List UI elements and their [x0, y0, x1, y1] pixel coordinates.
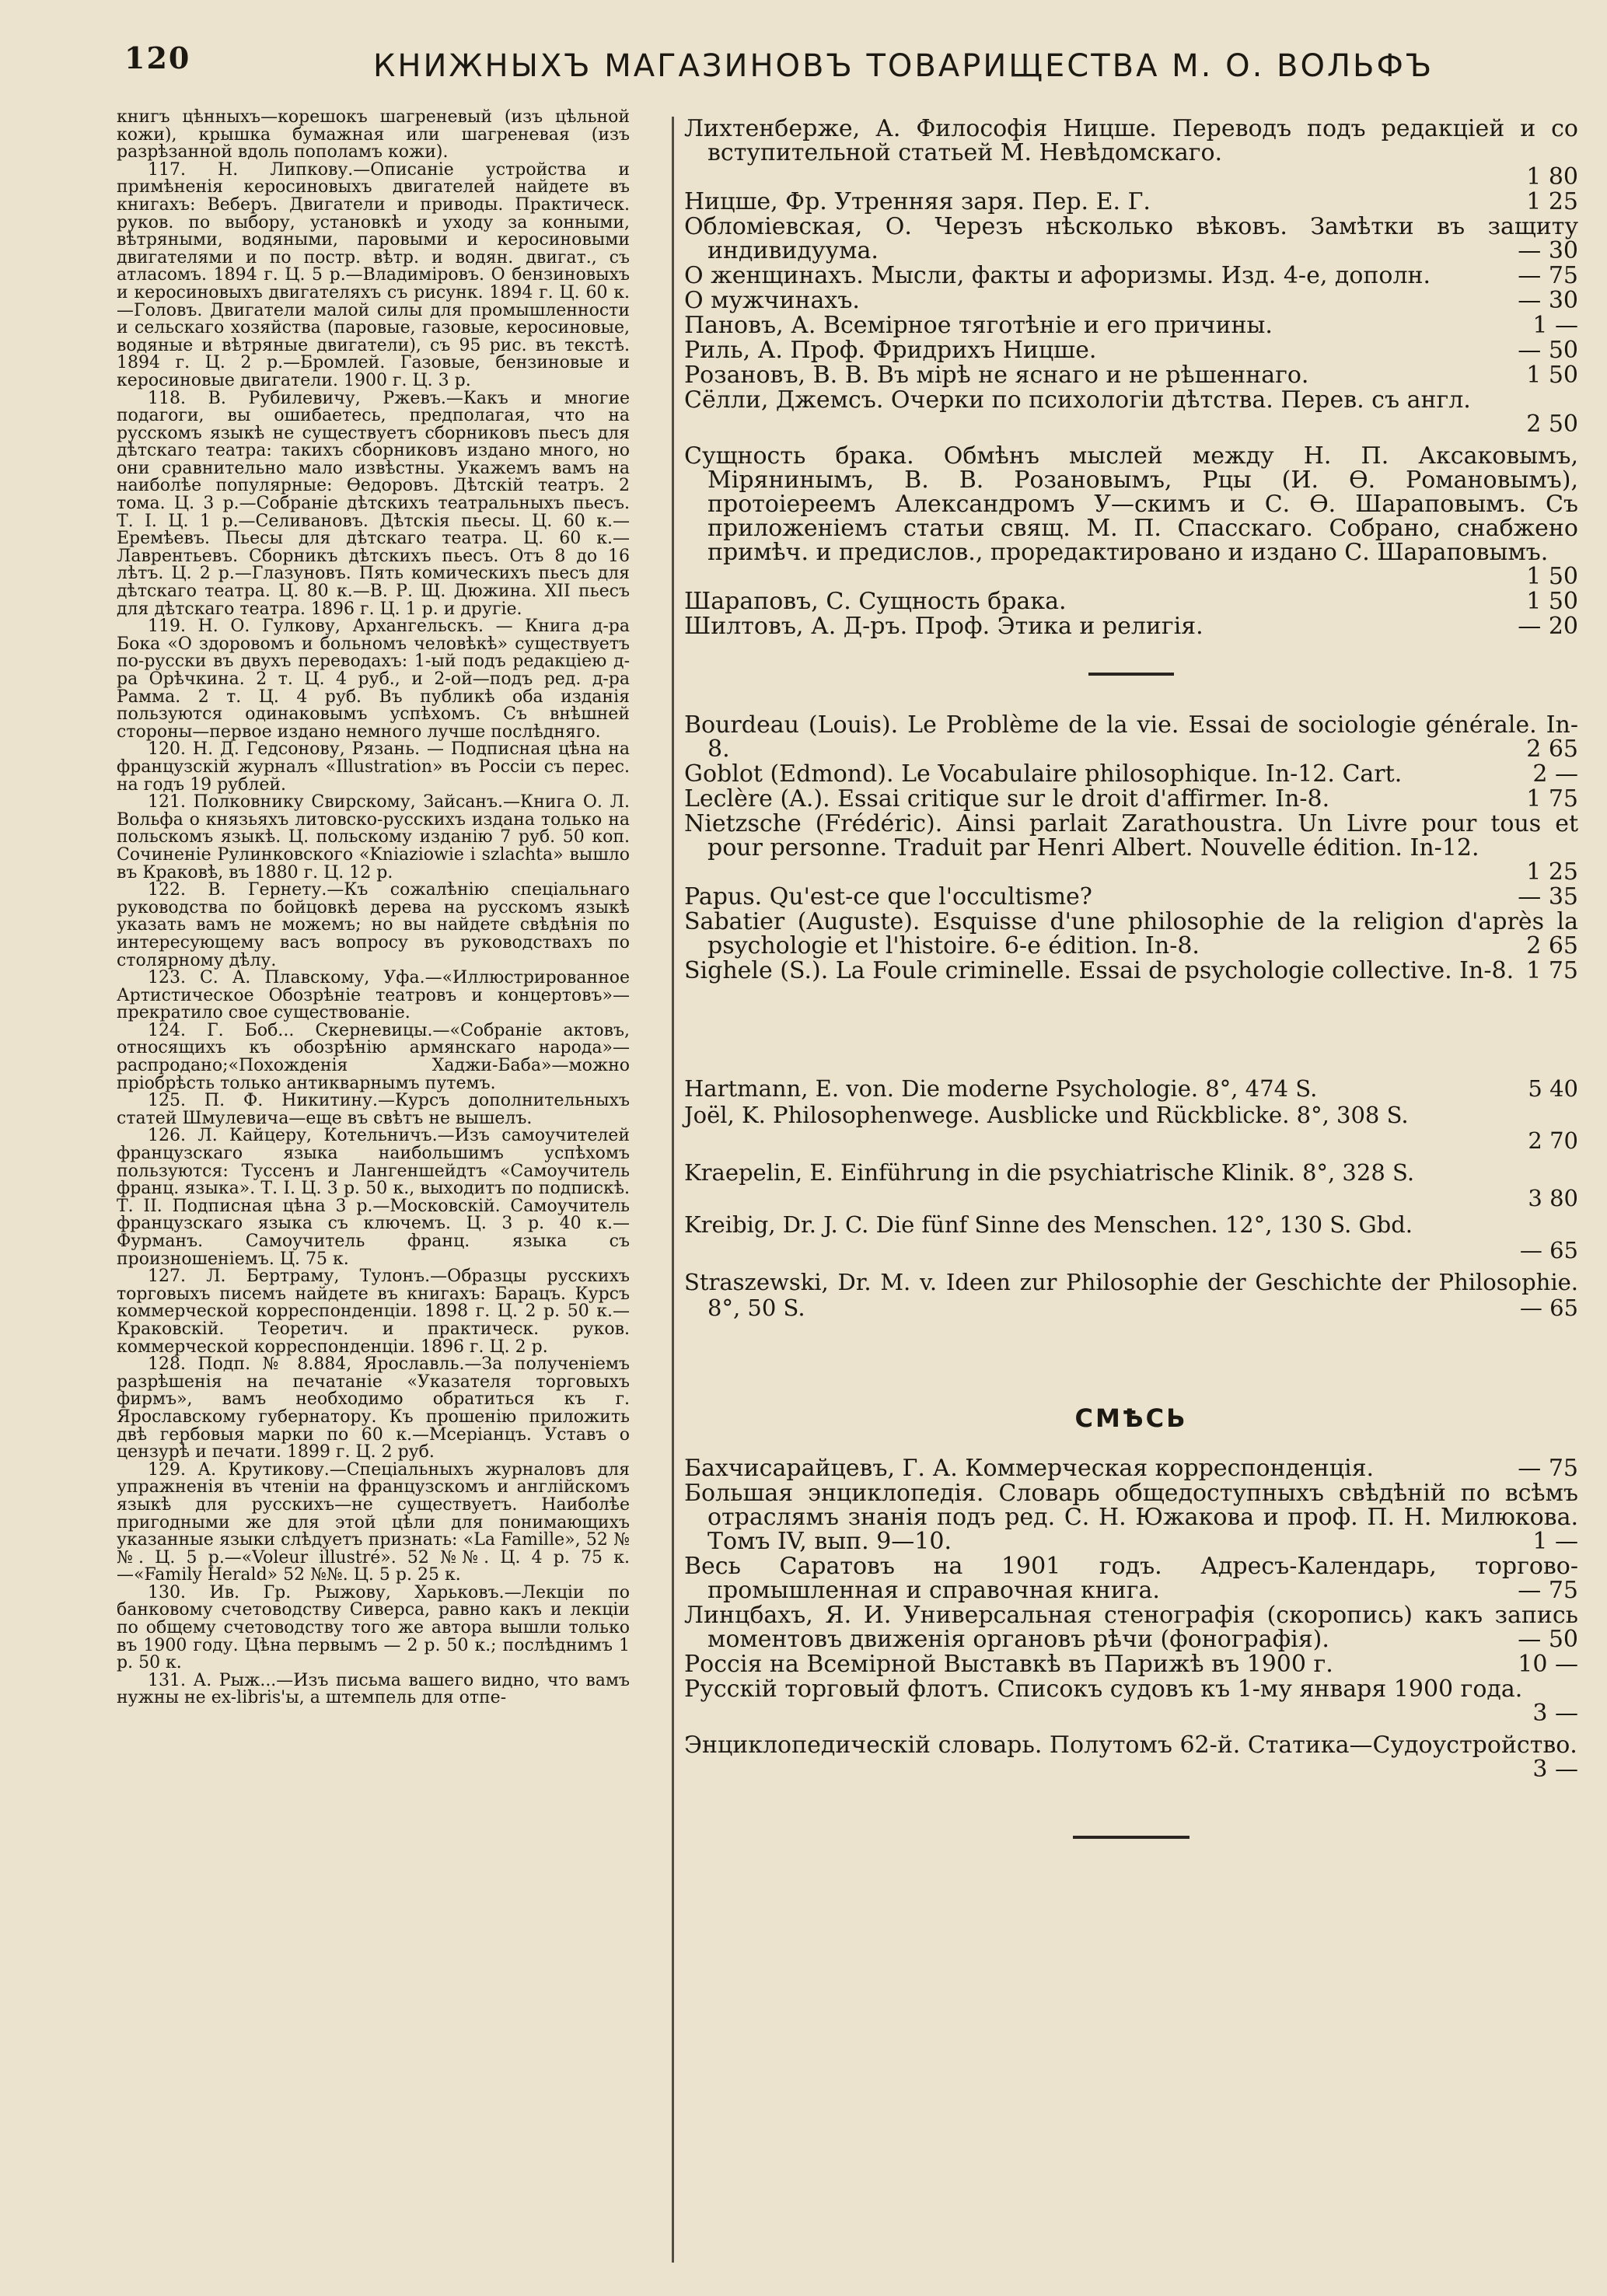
book-title: Россія на Всемірной Выставкѣ въ Парижѣ въ 1900 г.	[684, 1651, 1333, 1678]
book-title: Весь Саратовъ на 1901 годъ. Адресъ-Календарь, торгово-промышленная и справочная книга.	[684, 1553, 1578, 1604]
book-title: Пановъ, А. Всемірное тяготѣніе и его причины.	[684, 312, 1273, 339]
book-entry	[684, 1076, 1578, 1102]
book-price: — 50	[1518, 337, 1578, 364]
book-title: Nietzsche (Frédéric). Ainsi parlait Zarathoustra. Un Livre pour tous et pour personne. Traduit par Henri Albert. Nouvelle édition. In-12.	[684, 810, 1578, 861]
answer-paragraph: 128. Подп. № 8.884, Ярославль.—За полученіемъ разрѣшенія на печатаніе «Указателя торговыхъ фирмъ», вамъ необходимо обратиться къ г. Ярославскому губернатору. Къ прошенію приложить двѣ гербовыя марки по 60 к.—Мсеріанцъ. Уставъ о цензурѣ и печати. 1899 г. Ц. 2 руб.	[117, 1354, 630, 1463]
german-books-list	[684, 1076, 1578, 1321]
book-price: 2 65	[1526, 932, 1578, 959]
answer-paragraph: 124. Г. Боб... Скерневицы.—«Собраніе актовъ, относящихъ къ обозрѣнію армянскаго народа»—распродано;«Похожденія Хаджи-Баба»—можно пріобрѣсть только антикварнымъ путемъ.	[117, 1020, 630, 1093]
book-title: О женщинахъ. Мысли, факты и афоризмы. Изд. 4-е, дополн.	[684, 262, 1431, 289]
book-price: — 75	[1518, 262, 1578, 289]
book-price: 1 80	[1526, 163, 1578, 190]
answer-paragraph: 130. Ив. Гр. Рыжову, Харьковъ.—Лекціи по банковому счетоводству Сиверса, равно какъ и лекціи по общему счетоводству того же автора вышли только въ 1900 году. Цѣна первымъ — 2 р. 50 к.; послѣднимъ 1 р. 50 к.	[117, 1582, 630, 1673]
book-entry	[684, 1554, 1578, 1602]
book-title: Ницше, Фр. Утренняя заря. Пер. Е. Г.	[684, 188, 1151, 215]
book-entry	[684, 910, 1578, 958]
book-entry	[684, 215, 1578, 263]
answer-paragraph: книгъ цѣнныхъ—корешокъ шагреневый (изъ цѣльной кожи), крышка бумажная или шагреневая (изъ разрѣзанной вдоль пополамъ кожи).	[117, 107, 630, 163]
right-column	[684, 117, 1578, 1839]
book-price: 1 75	[1526, 957, 1578, 984]
book-price: 3 —	[1532, 1700, 1578, 1727]
book-entry	[684, 1733, 1578, 1781]
book-entry	[684, 190, 1578, 214]
book-title: Bourdeau (Louis). Le Problème de la vie. Essai de sociologie générale. In-8.	[684, 711, 1578, 763]
page-number: 120	[124, 40, 191, 75]
answer-paragraph: 126. Л. Кайцеру, Котельничъ.—Изъ самоучителей французскаго языка наибольшимъ успѣхомъ пользуются: Туссенъ и Лангеншейдтъ «Самоучитель франц. языка». Т. I. Ц. 3 р. 50 к., выходитъ по подпискѣ. Т. II. Подписная цѣна 3 р.—Московскій. Самоучитель французскаго языка съ ключемъ. Ц. 3 р. 40 к.—Фурманъ. Самоучитель франц. языка съ произношеніемъ. Ц. 75 к.	[117, 1126, 630, 1269]
book-title: Hartmann, E. von. Die moderne Psychologie. 8°, 474 S.	[684, 1075, 1318, 1102]
book-entry	[684, 1212, 1578, 1263]
book-price: 2 70	[1528, 1127, 1578, 1154]
book-entry	[684, 713, 1578, 761]
book-title: Обломіевская, О. Черезъ нѣсколько вѣковъ. Замѣтки въ защиту индивидуума.	[684, 213, 1578, 264]
book-entry	[684, 812, 1578, 884]
book-price: — 75	[1518, 1455, 1578, 1482]
answer-paragraph: 119. Н. О. Гулкову, Архангельскъ. — Книга д-ра Бока «О здоровомъ и больномъ человѣкѣ» существуетъ по-русски въ двухъ переводахъ: 1-ый подъ редакціею д-ра Орѣчкина. 2 т. Ц. 4 руб., и 2-ой—подъ ред. д-ра Рамма. 2 т. Ц. 4 руб. Въ публикѣ оба изданія пользуются одинаковымъ успѣхомъ. Съ внѣшней стороны—первое издано немного лучше послѣдняго.	[117, 617, 630, 742]
book-price: 2 50	[1526, 411, 1578, 438]
book-title: Kreibig, Dr. J. C. Die fünf Sinne des Menschen. 12°, 130 S. Gbd.	[684, 1211, 1413, 1238]
book-entry	[684, 264, 1578, 288]
answer-paragraph: 123. С. А. Плавскому, Уфа.—«Иллюстрированное Артистическое Обозрѣніе театровъ и концертовъ»—прекратило свое существованіе.	[117, 968, 630, 1023]
book-entry	[684, 313, 1578, 337]
book-title: Joël, K. Philosophenwege. Ausblicke und Rückblicke. 8°, 308 S.	[684, 1102, 1409, 1128]
book-title: Лихтенберже, А. Философія Ницше. Переводъ подъ редакціей и со вступительной статьей М. Невѣдомскаго.	[684, 115, 1578, 166]
book-entry	[684, 1652, 1578, 1676]
book-title: Leclère (A.). Essai critique sur le droit d'affirmer. In-8.	[684, 785, 1330, 813]
book-title: Бахчисарайцевъ, Г. А. Коммерческая корреспонденція.	[684, 1455, 1375, 1482]
book-entry	[684, 388, 1578, 436]
running-title: КНИЖНЫХЪ МАГАЗИНОВЪ ТОВАРИЩЕСТВА М. О. ВОЛЬФЪ	[373, 48, 1434, 84]
book-title: Риль, А. Проф. Фридрихъ Ницше.	[684, 337, 1097, 364]
book-title: О мужчинахъ.	[684, 287, 860, 314]
book-entry	[684, 444, 1578, 589]
book-price: 1 50	[1526, 563, 1578, 590]
book-price: — 65	[1519, 1237, 1578, 1263]
book-price: 1 50	[1526, 362, 1578, 389]
book-price: 1 50	[1526, 588, 1578, 615]
french-books-list	[684, 713, 1578, 983]
book-entry	[684, 288, 1578, 313]
book-title: Шилтовъ, А. Д-ръ. Проф. Этика и религія.	[684, 613, 1204, 640]
book-entry	[684, 614, 1578, 638]
book-title: Сёлли, Джемсъ. Очерки по психологіи дѣтства. Перев. съ англ.	[684, 386, 1471, 414]
book-price: 1 75	[1526, 785, 1578, 813]
book-entry	[684, 1456, 1578, 1480]
russian-books-list	[684, 117, 1578, 638]
answer-paragraph: 127. Л. Бертраму, Тулонъ.—Образцы русскихъ торговыхъ писемъ найдете въ книгахъ: Барацъ. Курсъ коммерческой корреспонденціи. 1898 г. Ц. 2 р. 50 к.—Краковскій. Теоретич. и практическ. руков. коммерческой корреспонденціи. 1896 г. Ц. 2 р.	[117, 1267, 630, 1357]
book-price: 1 —	[1532, 1528, 1578, 1555]
book-price: — 30	[1518, 237, 1578, 264]
answer-paragraph: 120. Н. Д. Гедсонову, Рязань. — Подписная цѣна на французскій журналъ «Illustration» въ Россіи съ перес. на годъ 19 рублей.	[117, 739, 630, 795]
book-entry	[684, 787, 1578, 811]
book-entry	[684, 1270, 1578, 1321]
book-title: Papus. Qu'est-ce que l'occultisme?	[684, 883, 1092, 910]
book-price: 1 25	[1526, 858, 1578, 886]
book-entry	[684, 1160, 1578, 1211]
left-column	[117, 109, 630, 1707]
book-price: — 50	[1518, 1626, 1578, 1653]
column-divider	[672, 117, 674, 2263]
misc-books-list	[684, 1456, 1578, 1781]
book-price: 3 —	[1532, 1756, 1578, 1783]
book-price: 2 —	[1532, 760, 1578, 788]
book-price: — 20	[1518, 613, 1578, 640]
book-title: Розановъ, В. В. Въ мірѣ не яснаго и не рѣшеннаго.	[684, 362, 1309, 389]
section-title-misc: СМѢСЬ	[1074, 1403, 1188, 1433]
answer-paragraph: 118. В. Рубилевичу, Ржевъ.—Какъ и многие подагоги, вы ошибаетесь, предполагая, что на русскомъ языкѣ не существуетъ сборниковъ пьесъ для дѣтскаго театра: такихъ сборниковъ издано много, но они сравнительно мало извѣстны. Укажемъ вамъ на наиболѣе популярные: Ѳедоровъ. Дѣтскій театръ. 2 тома. Ц. 3 р.—Собраніе дѣтскихъ театральныхъ пьесъ. Т. I. Ц. 1 р.—Селивановъ. Дѣтскія пьесы. Ц. 60 к.—Еремѣевъ. Пьесы для дѣтскаго театра. Ц. 60 к.—Лаврентьевъ. Сборникъ дѣтскихъ пьесъ. Отъ 8 до 16 лѣтъ. Ц. 2 р.—Глазуновъ. Пять комическихъ пьесъ для дѣтскаго театра. Ц. 80 к.—В. Р. Щ. Дюжина. XII пьесъ для дѣтскаго театра. 1896 г. Ц. 1 р. и другіе.	[117, 388, 630, 619]
book-title: Goblot (Edmond). Le Vocabulaire philosophique. In-12. Cart.	[684, 760, 1403, 788]
book-title: Sighele (S.). La Foule criminelle. Essai de psychologie collective. In-8.	[684, 957, 1514, 984]
book-price: — 30	[1518, 287, 1578, 314]
book-title: Энциклопедическій словарь. Полутомъ 62-й. Статика—Судоустройство.	[684, 1732, 1577, 1759]
book-price: — 65	[1519, 1295, 1578, 1321]
book-price: — 75	[1518, 1577, 1578, 1604]
book-entry	[684, 762, 1578, 786]
book-price: 3 80	[1528, 1185, 1578, 1211]
book-price: 5 40	[1528, 1075, 1578, 1102]
book-entry	[684, 1677, 1578, 1725]
book-title: Большая энциклопедія. Словарь общедоступныхъ свѣдѣній по всѣмъ отраслямъ знанія подъ ред. С. Н. Южакова и проф. П. Н. Милюкова. Томъ IV, вып. 9—10.	[684, 1480, 1578, 1555]
section-divider	[1073, 1836, 1190, 1839]
book-title: Шараповъ, С. Сущность брака.	[684, 588, 1067, 615]
answer-paragraph: 129. А. Крутикову.—Спеціальныхъ журналовъ для упражненія въ чтеніи на французскомъ и англійскомъ языкѣ для русскихъ—не существуетъ. Наиболѣе пригодными же для этой цѣли для понимающихъ указанные языки слѣдуетъ признать: «La Famille», 52 №№. Ц. 5 р.—«Voleur illustré». 52 №№. Ц. 4 р. 75 к.—«Family Herald» 52 №№. Ц. 5 р. 25 к.	[117, 1459, 630, 1585]
book-price: 1 25	[1526, 188, 1578, 215]
book-entry	[684, 363, 1578, 387]
book-price: 10 —	[1518, 1651, 1578, 1678]
book-price: 2 65	[1526, 736, 1578, 763]
book-title: Kraepelin, E. Einführung in die psychiatrische Klinik. 8°, 328 S.	[684, 1159, 1415, 1186]
book-entry	[684, 589, 1578, 613]
book-title: Сущность брака. Обмѣнъ мыслей между Н. П. Аксаковымъ, Мірянинымъ, В. В. Розановымъ, Рцы (И. Ѳ. Романовымъ), протоіереемъ Александромъ У—скимъ и С. Ѳ. Шараповымъ. Съ приложеніемъ статьи свящ. М. П. Спасскаго. Собрано, снабжено примѣч. и предислов., проредактировано и издано С. Шараповымъ.	[684, 442, 1578, 566]
book-title: Русскій торговый флотъ. Списокъ судовъ къ 1-му января 1900 года.	[684, 1676, 1523, 1703]
answer-paragraph: 125. П. Ф. Никитину.—Курсъ дополнительныхъ статей Шмулевича—еще въ свѣтъ не вышелъ.	[117, 1091, 630, 1128]
book-entry	[684, 117, 1578, 189]
book-price: 1 —	[1532, 312, 1578, 339]
answer-paragraph: 122. В. Гернету.—Къ сожалѣнію спеціальнаго руководства по бойцовкѣ дерева на русскомъ языкѣ указать вамъ не можемъ; но вы найдете свѣдѣнія по интересующему васъ вопросу въ руководствахъ по столярному дѣлу.	[117, 880, 630, 970]
answer-paragraph: 117. Н. Липкову.—Описаніе устройства и примѣненія керосиновыхъ двигателей найдете въ книгахъ: Веберъ. Двигатели и приводы. Практическ. руков. по выбору, установкѣ и уходу за конными, вѣтряными, водяными, паровыми и керосиновыми двигателями и по постр. вѣтр. и водян. двигат., съ атласомъ. 1894 г. Ц. 5 р.—Владиміровъ. О бензиновыхъ и керосиновыхъ двигателяхъ съ рисунк. 1894 г. Ц. 60 к.—Головъ. Двигатели малой силы для промышленности и сельскаго хозяйства (паровые, газовые, керосиновые, водяные и вѣтряные двигатели), съ 95 рис. въ текстѣ. 1894 г. Ц. 2 р.—Бромлей. Газовые, бензиновые и керосиновые двигатели. 1900 г. Ц. 3 р.	[117, 159, 630, 390]
book-entry	[684, 1481, 1578, 1553]
book-entry	[684, 338, 1578, 362]
book-entry	[684, 1603, 1578, 1651]
book-title: Sabatier (Auguste). Esquisse d'une philosophie de la religion d'après la psychologie et l'histoire. 6-e édition. In-8.	[684, 908, 1578, 959]
book-price: — 35	[1518, 883, 1578, 910]
book-entry	[684, 885, 1578, 909]
answer-paragraph: 121. Полковнику Свирскому, Зайсанъ.—Книга О. Л. Вольфа о князьяхъ литовско-русскихъ издана только на польскомъ языкѣ. Ц. польскому изданію 7 руб. 50 коп. Сочиненіе Рулинковского «Kniaziowie i szlachta» вышло въ Краковѣ, въ 1880 г. Ц. 12 р.	[117, 792, 630, 882]
book-title: Straszewski, Dr. M. v. Ideen zur Philosophie der Geschichte der Philosophie. 8°, 50 S.	[684, 1269, 1578, 1321]
answer-paragraph: 131. А. Рыж...—Изъ письма вашего видно, что вамъ нужны не ex-libris'ы, а штемпель для отпе-	[117, 1670, 630, 1708]
book-title: Линцбахъ, Я. И. Универсальная стенографія (скоропись) какъ запись моментовъ движенія органовъ рѣчи (фонографія).	[684, 1602, 1578, 1653]
book-entry	[684, 959, 1578, 983]
section-divider	[1088, 673, 1174, 676]
book-entry	[684, 1103, 1578, 1154]
